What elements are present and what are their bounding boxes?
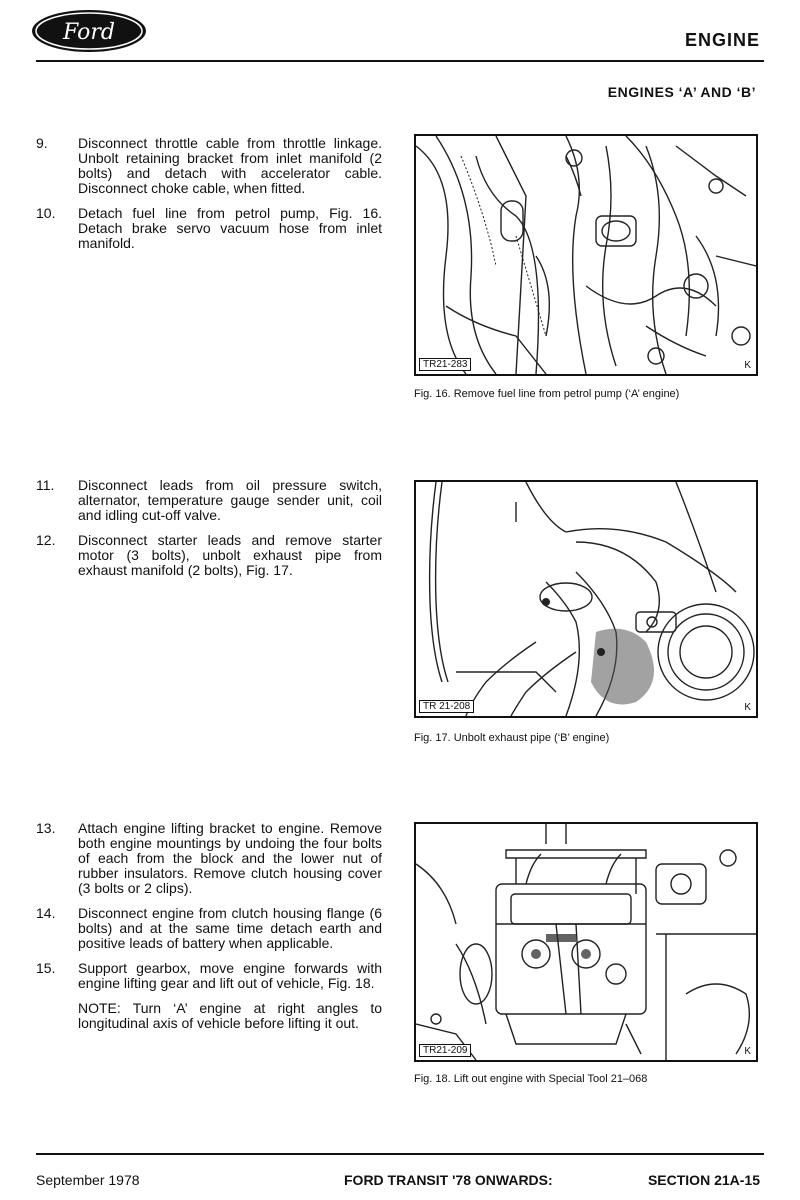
figure-caption: Fig. 17. Unbolt exhaust pipe (‘B’ engine) bbox=[414, 732, 610, 744]
step-text: Support gearbox, move engine forwards with engine lifting gear and lift out of vehicle, Fig. 18. bbox=[78, 960, 382, 991]
step-text: Detach fuel line from petrol pump, Fig. 16. Detach brake servo vacuum hose from inlet manifold. bbox=[78, 205, 382, 251]
engine-lift-illustration bbox=[416, 824, 756, 1060]
step-number: 14. bbox=[36, 905, 56, 921]
figure-caption: Fig. 16. Remove fuel line from petrol pump (‘A’ engine) bbox=[414, 388, 680, 400]
step-item bbox=[36, 206, 382, 251]
figure-ref: TR 21-208 bbox=[419, 700, 474, 713]
figure-16 bbox=[414, 134, 758, 376]
header-rule bbox=[36, 60, 764, 62]
figure-ref: TR21-283 bbox=[419, 358, 471, 371]
step-item bbox=[36, 136, 382, 196]
steps-group-3 bbox=[36, 821, 382, 1031]
step-item bbox=[36, 961, 382, 991]
step-text: Disconnect engine from clutch housing flange (6 bolts) and at the same time detach earth and positive leads of battery when applicable. bbox=[78, 905, 382, 951]
step-number: 9. bbox=[36, 135, 48, 151]
footer-title: FORD TRANSIT '78 ONWARDS: bbox=[344, 1172, 553, 1188]
step-number: 10. bbox=[36, 205, 56, 221]
step-number: 12. bbox=[36, 532, 56, 548]
figure-mark: K bbox=[744, 360, 751, 371]
ford-logo-text: Ford bbox=[63, 20, 115, 45]
step-item bbox=[36, 478, 382, 523]
step-number: 13. bbox=[36, 820, 56, 836]
footer-section: SECTION 21A-15 bbox=[647, 1172, 760, 1188]
note-text: NOTE: Turn ‘A’ engine at right angles to longitudinal axis of vehicle before lifting it out. bbox=[78, 1000, 382, 1031]
steps-group-1 bbox=[36, 136, 382, 261]
step-text: Disconnect throttle cable from throttle linkage. Unbolt retaining bracket from inlet manifold (2 bolts) and detach with accelerator cable. Disconnect choke cable, when fitted. bbox=[78, 135, 382, 196]
exhaust-pipe-illustration bbox=[416, 482, 756, 716]
step-text: Disconnect starter leads and remove starter motor (3 bolts), unbolt exhaust pipe from exhaust manifold (2 bolts), Fig. 17. bbox=[78, 532, 382, 578]
step-item bbox=[36, 821, 382, 896]
section-title: ENGINE bbox=[684, 30, 760, 50]
figure-17 bbox=[414, 480, 758, 718]
step-text: Attach engine lifting bracket to engine. Remove both engine mountings by undoing the four bolts of each from the block and the lower nut of rubber insulators. Remove clutch housing cover (3 bolts or 2 clips). bbox=[78, 820, 382, 896]
step-number: 11. bbox=[36, 477, 55, 493]
page-subtitle: ENGINES ‘A’ AND ‘B’ bbox=[607, 84, 756, 100]
figure-ref: TR21-209 bbox=[419, 1044, 471, 1057]
step-text: Disconnect leads from oil pressure switch, alternator, temperature gauge sender unit, coil and idling cut-off valve. bbox=[78, 477, 382, 523]
fuel-pump-illustration bbox=[416, 136, 756, 374]
figure-18 bbox=[414, 822, 758, 1062]
step-number: 15. bbox=[36, 960, 56, 976]
footer-date: September 1978 bbox=[36, 1172, 140, 1188]
footer-rule bbox=[36, 1153, 764, 1155]
step-item bbox=[36, 906, 382, 951]
figure-caption: Fig. 18. Lift out engine with Special Tool 21–068 bbox=[414, 1073, 648, 1085]
step-item bbox=[36, 533, 382, 578]
steps-group-2 bbox=[36, 478, 382, 588]
ford-logo bbox=[30, 8, 148, 54]
figure-mark: K bbox=[744, 702, 751, 713]
figure-mark: K bbox=[744, 1046, 751, 1057]
